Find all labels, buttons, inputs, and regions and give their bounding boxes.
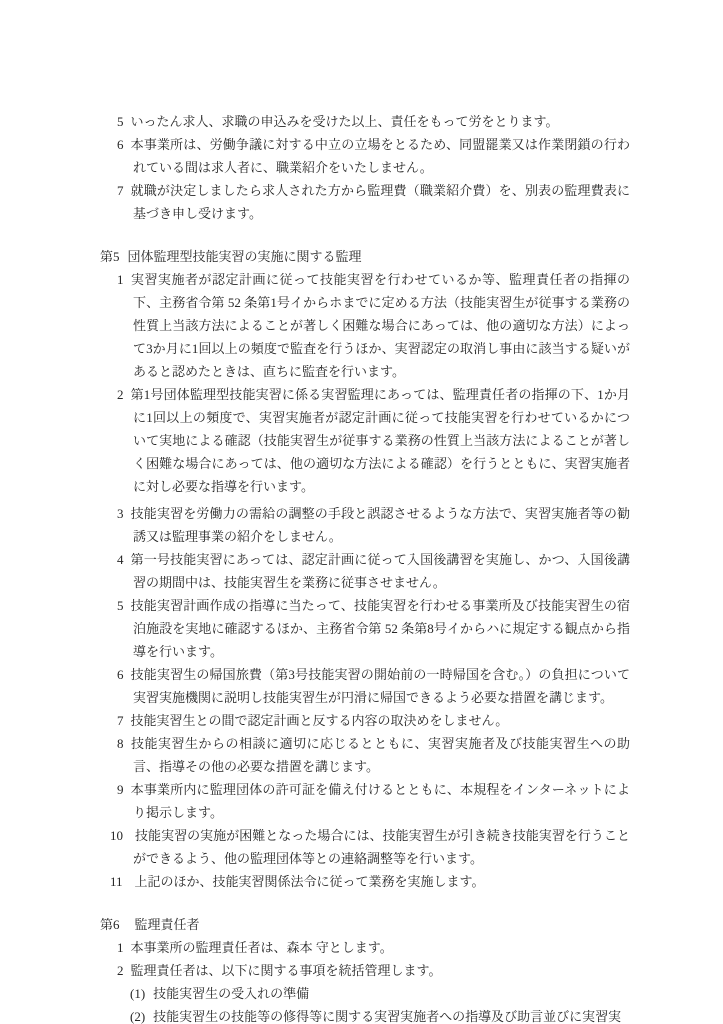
item-text: 本事業所の監理責任者は、森本 守とします。 <box>130 940 393 955</box>
item-number: 8 <box>117 736 124 751</box>
item-text: 本事業所内に監理団体の許可証を備え付けるとともに、本規程をインターネットにより掲示します。 <box>130 782 630 820</box>
item-text: 技能実習を労働力の需給の調整の手段と誤認させるような方法で、実習実施者等の勧誘又は監理事業の紹介をしません。 <box>130 506 630 544</box>
list-item <box>100 732 630 778</box>
item-number: 1 <box>117 940 124 955</box>
item-text: 第1号団体監理型技能実習に係る実習監理にあっては、監理責任者の指揮の下、1か月に1回以上の頻度で、実習実施者が認定計画に従って技能実習を行わせているかについて実地による確認（技能実習生が従事する業務の性質上当該方法によることが著しく困難な場合にあっては、他の適切な方法による確認）を行うとともに、実習実施者に対し必要な指導を行います。 <box>130 387 630 494</box>
item-text: 技能実習生との間で認定計画と反する内容の取決めをしません。 <box>130 713 509 728</box>
list-item <box>100 663 630 709</box>
list-item <box>100 709 630 732</box>
item-text: 就職が決定しましたら求人された方から監理費（職業紹介費）を、別表の監理費表に基づき申し受けます。 <box>130 183 630 221</box>
item-text: 技能実習計画作成の指導に当たって、技能実習を行わせる事業所及び技能実習生の宿泊施設を実地に確認するほか、主務省令第 52 条第8号イからハに規定する観点から指導を行います。 <box>130 598 630 659</box>
item-number: 3 <box>117 506 124 521</box>
sub-item-text: 技能実習生の受入れの準備 <box>153 986 310 1001</box>
section-number: 第5 <box>100 249 120 264</box>
list-item <box>100 824 630 870</box>
item-text: 上記のほか、技能実習関係法令に従って業務を実施します。 <box>134 874 485 889</box>
list-item <box>100 594 630 663</box>
list-item <box>100 179 630 225</box>
list-item <box>100 548 630 594</box>
item-text: いったん求人、求職の申込みを受けた以上、責任をもって労をとります。 <box>130 114 559 129</box>
item-text: 技能実習の実施が困難となった場合には、技能実習生が引き続き技能実習を行うことができるよう、他の監理団体等との連絡調整等を行います。 <box>133 828 630 866</box>
list-item <box>100 383 630 498</box>
item-text: 技能実習生の帰国旅費（第3号技能実習の開始前の一時帰国を含む。）の負担について実習実施機関に説明し技能実習生が円滑に帰国できるよう必要な措置を講じます。 <box>130 667 630 705</box>
document-body <box>100 110 630 1024</box>
item-text: 本事業所は、労働争議に対する中立の立場をとるため、同盟罷業又は作業閉鎖の行われている間は求人者に、職業紹介をいたしません。 <box>130 137 630 175</box>
item-text: 技能実習生からの相談に適切に応じるとともに、実習実施者及び技能実習生への助言、指導その他の必要な措置を講じます。 <box>130 736 630 774</box>
section-heading-article6 <box>100 913 630 936</box>
list-item <box>100 268 630 383</box>
item-number: 2 <box>117 963 124 978</box>
item-text: 実習実施者が認定計画に従って技能実習を行わせているか等、監理責任者の指揮の下、主務省令第 52 条第1号イからホまでに定める方法（技能実習生が従事する業務の性質上当該方法によることが著しく困難な場合にあっては、他の適切な方法）によって3か月に1回以上の頻度で監査を行うほか、実習認定の取消し事由に該当する疑いがあると認めたときは、直ちに監査を行います。 <box>130 272 630 379</box>
section-heading-article5 <box>100 245 630 268</box>
item-text: 監理責任者は、以下に関する事項を統括管理します。 <box>130 963 442 978</box>
item-number: 6 <box>117 137 124 152</box>
item-number: 7 <box>117 183 124 198</box>
item-number: 5 <box>117 598 124 613</box>
list-item <box>100 502 630 548</box>
list-item <box>100 133 630 179</box>
item-number: 11 <box>110 874 123 889</box>
section-title: 団体監理型技能実習の実施に関する監理 <box>127 249 362 264</box>
list-item <box>100 870 630 893</box>
sub-list-item <box>100 1005 630 1024</box>
section-number: 第6 <box>100 917 120 932</box>
list-item <box>100 959 630 982</box>
item-number: 7 <box>117 713 124 728</box>
list-item <box>100 936 630 959</box>
sub-item-number: (2) <box>130 1009 146 1024</box>
item-number: 5 <box>117 114 124 129</box>
item-number: 6 <box>117 667 124 682</box>
sub-item-number: (1) <box>130 986 146 1001</box>
item-number: 2 <box>117 387 124 402</box>
sub-item-text: 技能実習生の技能等の修得等に関する実習実施者への指導及び助言並びに実習実 <box>153 1009 622 1024</box>
item-text: 第一号技能実習にあっては、認定計画に従って入国後講習を実施し、かつ、入国後講習の期間中は、技能実習生を業務に従事させません。 <box>130 552 630 590</box>
section-title: 監理責任者 <box>134 917 200 932</box>
item-number: 9 <box>117 782 124 797</box>
list-item <box>100 110 630 133</box>
list-item <box>100 778 630 824</box>
item-number: 4 <box>117 552 124 567</box>
item-number: 1 <box>117 272 124 287</box>
sub-list-item <box>100 982 630 1005</box>
item-number: 10 <box>110 828 123 843</box>
